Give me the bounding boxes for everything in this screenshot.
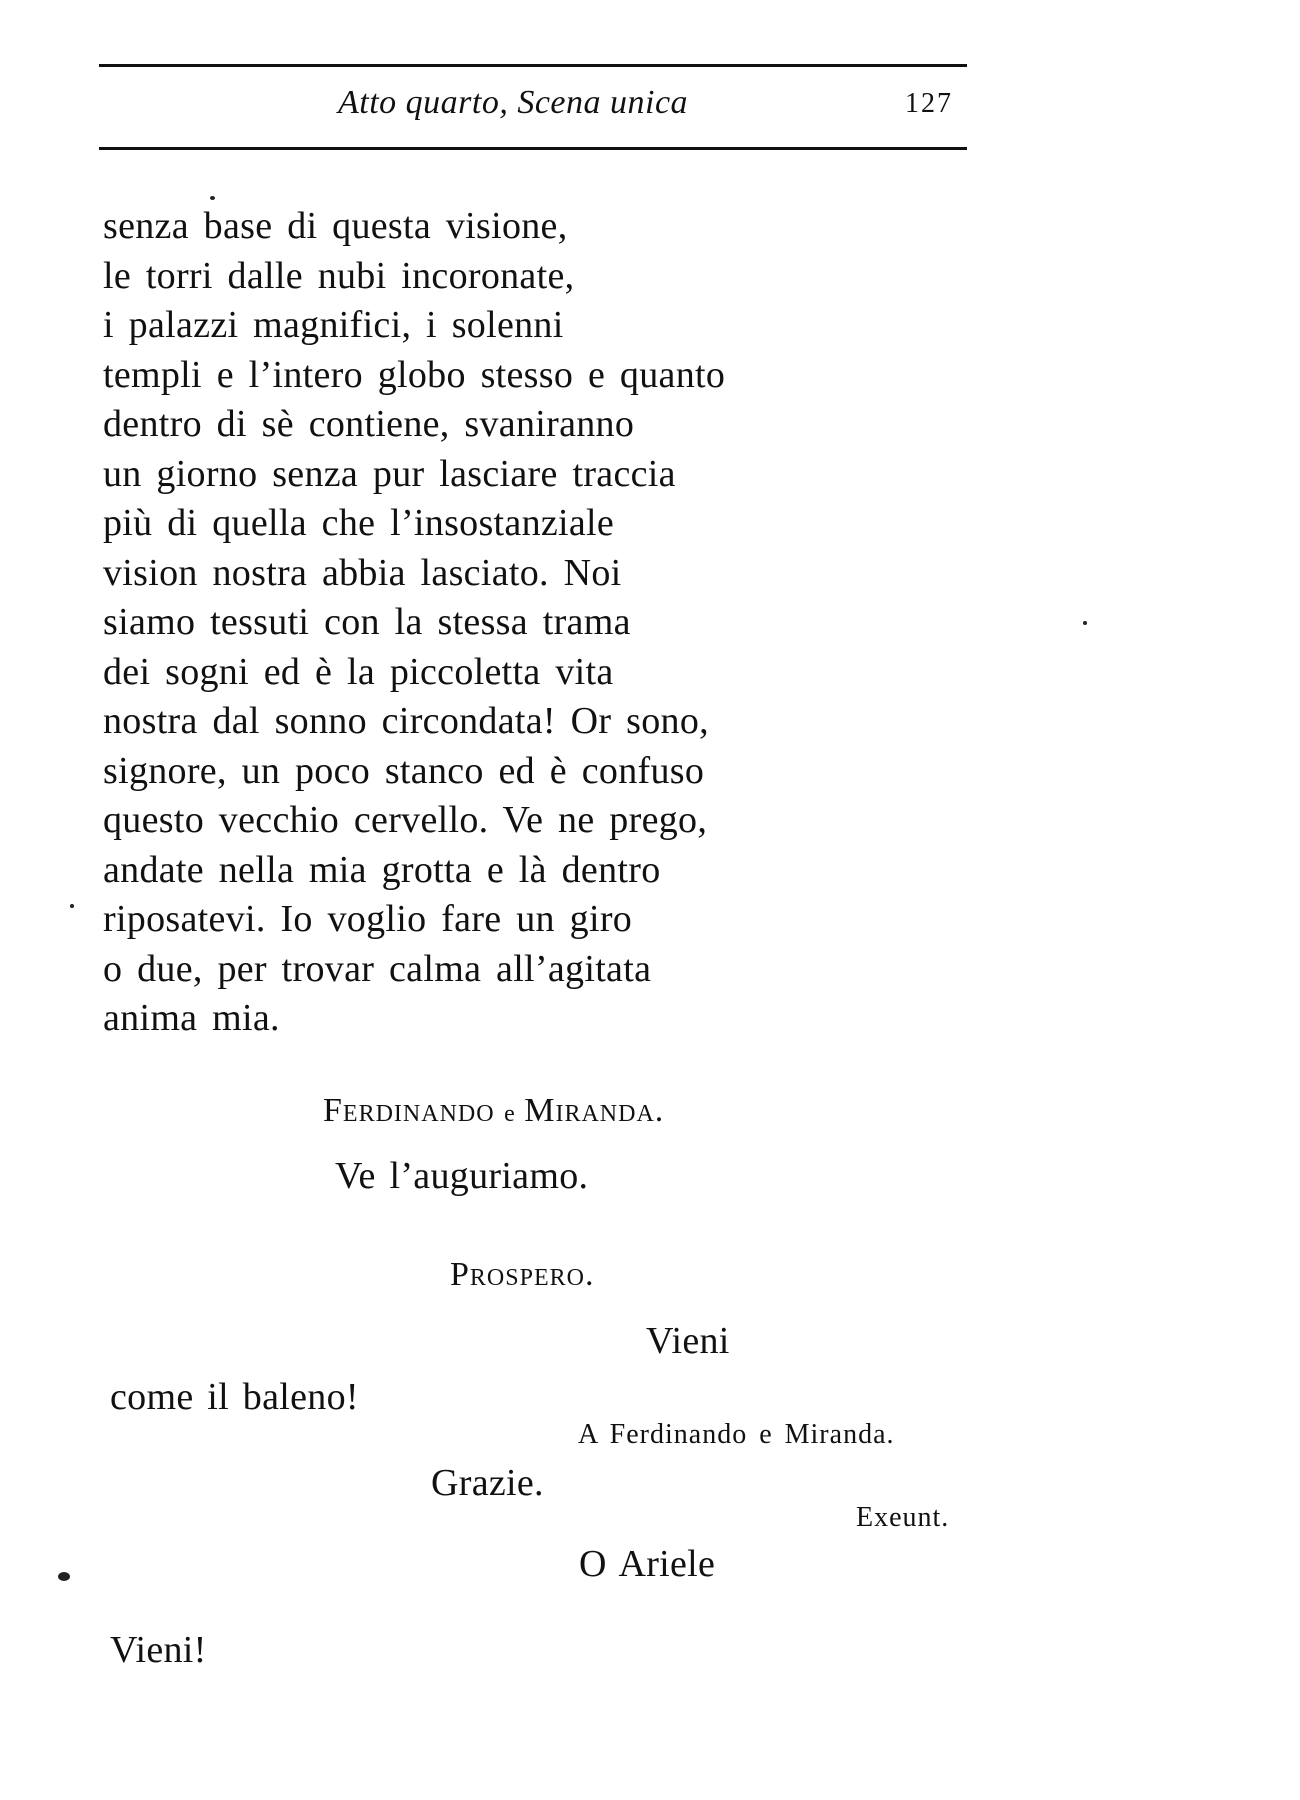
ink-speck	[210, 196, 215, 200]
speaker-name-ferdinando: Ferdinando	[323, 1092, 495, 1129]
verse-line: più di quella che l’insostanziale	[103, 502, 615, 544]
speaker-ferdinando-miranda	[323, 1092, 664, 1130]
ink-speck	[70, 904, 74, 908]
verse-line: o due, per trovar calma all’agitata	[103, 947, 652, 990]
ink-speck	[1083, 621, 1087, 625]
running-title: Atto quarto, Scena unica	[338, 84, 689, 121]
header-rule-top	[99, 64, 967, 67]
verse-line: siamo tessuti con la stessa trama	[103, 601, 631, 643]
verse-line: anima mia.	[103, 997, 280, 1039]
verse-line: signore, un poco stanco ed è confuso	[103, 749, 705, 792]
verse-line: nostra dal sonno circondata! Or sono,	[103, 700, 709, 742]
verse-line: dentro di sè contiene, svaniranno	[103, 403, 635, 445]
header-rule-bottom	[99, 147, 967, 150]
verse-line: riposatevi. Io voglio fare un giro	[103, 898, 633, 940]
verse-line: senza base di questa visione,	[103, 205, 568, 247]
stage-direction-ferdinando: A Ferdinando e Miranda.	[578, 1419, 895, 1450]
verse-line: andate nella mia grotta e là dentro	[103, 848, 661, 891]
ink-speck	[58, 1572, 70, 1581]
dialogue-line-baleno: come il baleno!	[110, 1376, 359, 1418]
page-number: 127	[905, 88, 953, 119]
dialogue-line-auguriamo: Ve l’auguriamo.	[335, 1155, 589, 1197]
verse-line: i palazzi magnifici, i solenni	[103, 304, 564, 346]
verse-line: un giorno senza pur lasciare traccia	[103, 452, 676, 495]
verse-block	[103, 202, 725, 1044]
verse-line: dei sogni ed è la piccoletta vita	[103, 650, 614, 693]
dialogue-line-vieni: Vieni	[646, 1320, 730, 1362]
verse-line: templi e l’intero globo stesso e quanto	[103, 353, 726, 396]
speaker-name-miranda: Miranda.	[524, 1092, 665, 1129]
verse-line: le torri dalle nubi incoronate,	[103, 254, 575, 297]
stage-direction-exeunt: Exeunt.	[856, 1502, 950, 1533]
dialogue-line-ariele: O Ariele	[579, 1543, 716, 1585]
dialogue-line-vieni-final: Vieni!	[110, 1629, 207, 1671]
verse-line: questo vecchio cervello. Ve ne prego,	[103, 799, 708, 841]
verse-line: vision nostra abbia lasciato. Noi	[103, 551, 622, 594]
dialogue-line-grazie: Grazie.	[431, 1462, 544, 1504]
speaker-conjunction: e	[504, 1101, 515, 1127]
speaker-prospero: Prospero.	[450, 1256, 595, 1293]
